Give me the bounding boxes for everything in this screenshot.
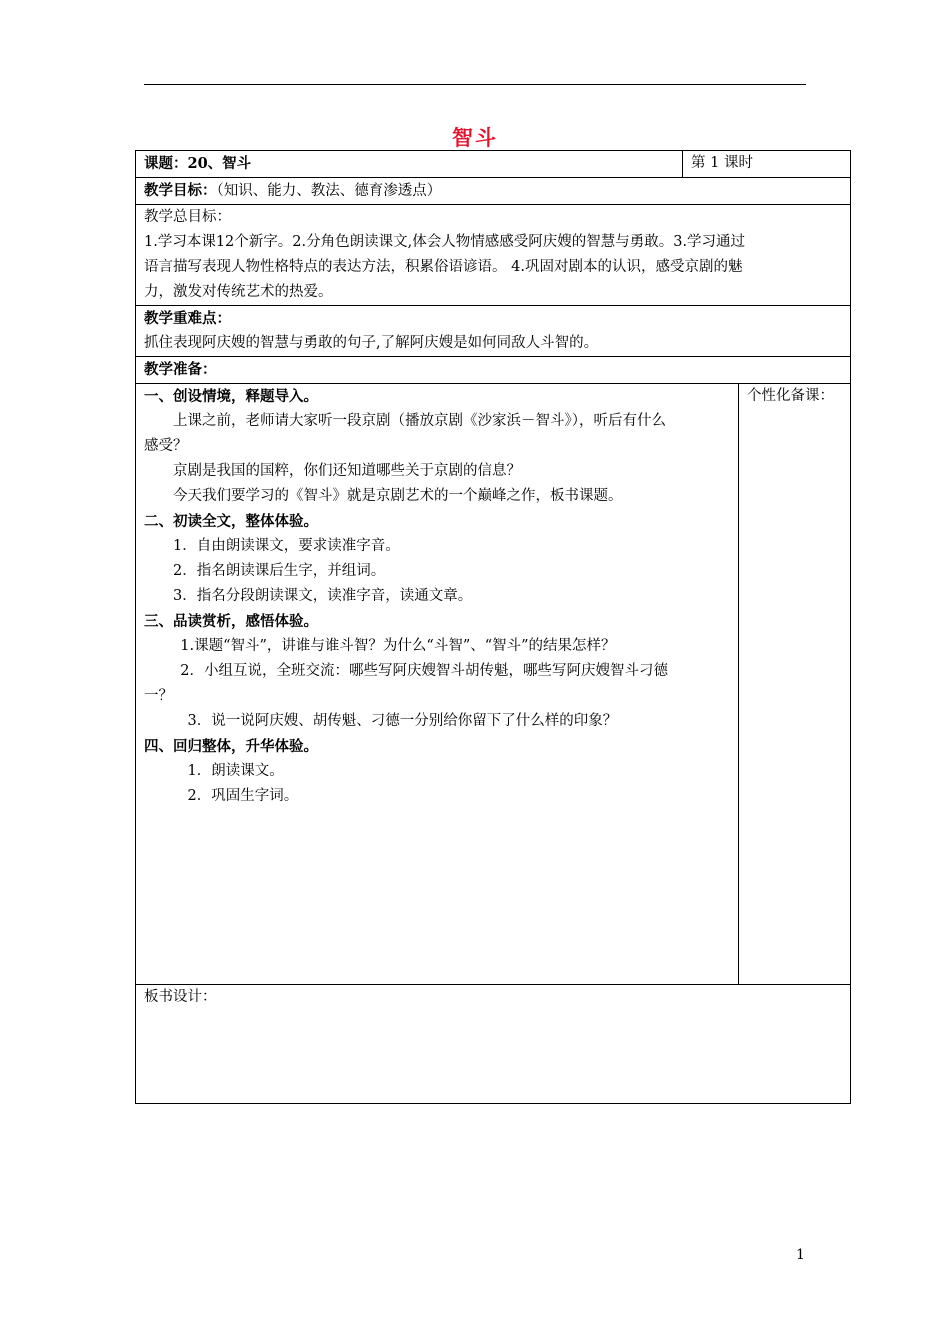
objectives-header-row (136, 178, 851, 205)
lesson-number-cell (683, 151, 851, 178)
section-heading: 二、初读全文，整体体验。 (144, 513, 318, 530)
objectives-line: 语言描写表现人物性格特点的表达方法，积累俗语谚语。 4.巩固对剧本的认识，感受京剧的魅 (144, 259, 743, 275)
list-item: 3．指名分段朗读课文，读准字音，读通文章。 (173, 588, 473, 604)
list-item-continuation: 一？ (144, 688, 173, 704)
header-rule (144, 84, 806, 85)
objectives-label: 教学目标： (144, 182, 217, 199)
topic-cell (136, 151, 683, 178)
section-heading: 四、回归整体，升华体验。 (144, 738, 318, 755)
preparation-row (136, 357, 851, 384)
list-item: 2．指名朗读课后生字，并组词。 (173, 563, 386, 579)
list-item: 2．小组互说，全班交流：哪些写阿庆嫂智斗胡传魁，哪些写阿庆嫂智斗刁德 (180, 663, 668, 679)
paragraph: 上课之前，老师请大家听一段京剧（播放京剧《沙家浜－智斗》），听后有什么 (173, 413, 666, 429)
objectives-body-cell (136, 205, 851, 306)
section-heading: 一、创设情境，释题导入。 (144, 388, 318, 405)
process-row (136, 384, 851, 985)
lesson-plan-table (135, 150, 851, 1104)
preparation-cell (136, 357, 851, 384)
topic-value: 20、智斗 (187, 155, 252, 172)
topic-label: 课题： (144, 155, 188, 172)
board-design-label: 板书设计： (144, 989, 217, 1005)
objectives-note: （知识、能力、教法、德育渗透点） (216, 183, 442, 199)
key-points-text: 抓住表现阿庆嫂的智慧与勇敢的句子,了解阿庆嫂是如何同敌人斗智的。 (144, 335, 599, 351)
section-heading: 三、品读赏析，感悟体验。 (144, 613, 318, 630)
overall-objectives-label: 教学总目标： (144, 209, 231, 225)
lesson-number: 第 1 课时 (691, 155, 753, 171)
objectives-line: 1.学习本课12个新字。2.分角色朗读课文,体会人物情感感受阿庆嫂的智慧与勇敢。3.学习通过 (144, 234, 746, 250)
list-item: 1．朗读课文。 (187, 763, 284, 779)
list-item: 3．说一说阿庆嫂、胡传魁、刁德一分别给你留下了什么样的印象？ (187, 713, 618, 729)
board-design-cell (136, 985, 851, 1104)
objectives-body-row (136, 205, 851, 306)
list-item: 1．自由朗读课文，要求读准字音。 (173, 538, 400, 554)
page-number: 1 (796, 1247, 805, 1263)
teaching-process-cell (136, 384, 739, 985)
paragraph: 京剧是我国的国粹，你们还知道哪些关于京剧的信息？ (173, 463, 521, 479)
document-title: 智斗 (452, 125, 498, 150)
personal-prep-label: 个性化备课： (747, 388, 834, 404)
list-item: 2．巩固生字词。 (187, 788, 299, 804)
personal-prep-cell (739, 384, 851, 985)
objectives-header-cell (136, 178, 851, 205)
list-item: 1.课题“智斗”，讲谁与谁斗智？为什么“斗智”、“智斗”的结果怎样？ (180, 638, 616, 654)
topic-row (136, 151, 851, 178)
key-points-row (136, 306, 851, 357)
paragraph: 感受？ (144, 438, 188, 454)
key-points-cell (136, 306, 851, 357)
objectives-line: 力，激发对传统艺术的热爱。 (144, 284, 333, 300)
paragraph: 今天我们要学习的《智斗》就是京剧艺术的一个巅峰之作，板书课题。 (173, 488, 623, 504)
preparation-label: 教学准备： (144, 361, 217, 378)
board-design-row (136, 985, 851, 1104)
key-points-label: 教学重难点： (144, 310, 231, 327)
